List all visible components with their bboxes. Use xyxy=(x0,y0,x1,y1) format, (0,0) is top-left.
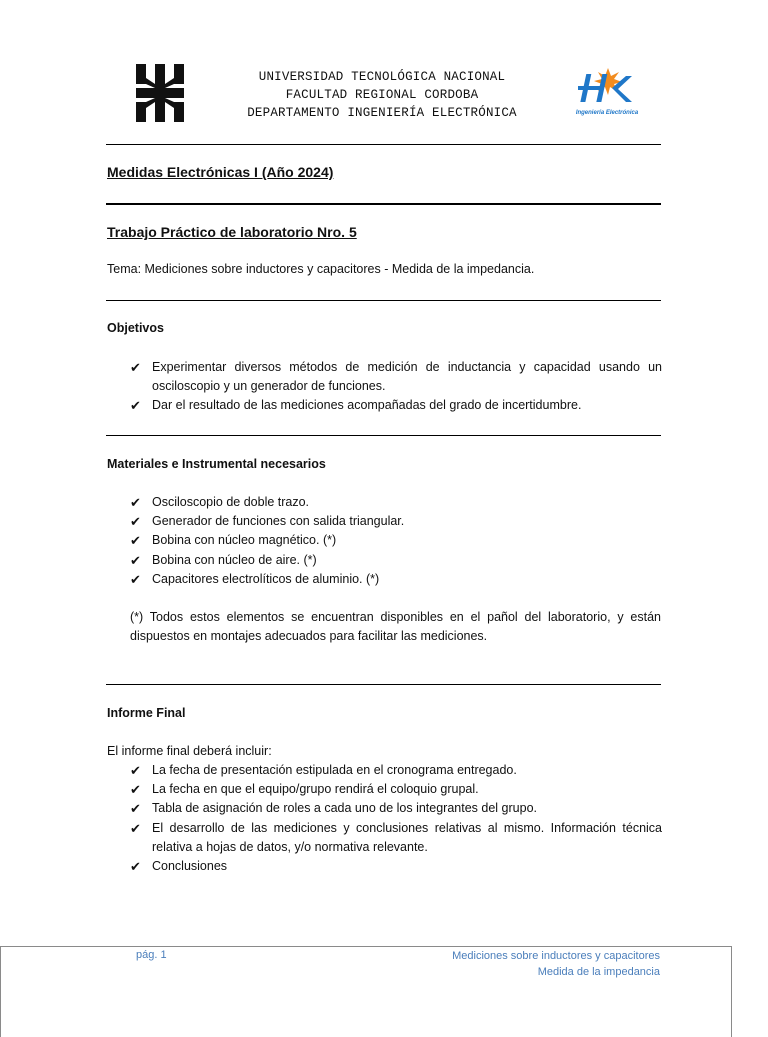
informe-intro: El informe final deberá incluir: xyxy=(107,744,272,758)
check-icon: ✔ xyxy=(130,495,141,510)
utn-logo-icon xyxy=(136,64,184,122)
informe-title: Informe Final xyxy=(107,706,186,720)
list-item: ✔ Generador de funciones con salida triangular. xyxy=(130,512,662,531)
ingenieria-electronica-logo-icon xyxy=(572,66,642,118)
check-icon: ✔ xyxy=(130,533,141,549)
faculty-name: FACULTAD REGIONAL CORDOBA xyxy=(285,88,479,102)
informe-list xyxy=(130,761,662,876)
footer-line-2: Medida de la impedancia xyxy=(537,966,660,978)
check-icon: ✔ xyxy=(130,859,141,875)
list-item: ✔ Capacitores electrolíticos de aluminio. (*) xyxy=(130,570,662,589)
objetivos-title: Objetivos xyxy=(107,321,164,335)
divider xyxy=(106,144,661,145)
university-header xyxy=(200,68,564,122)
university-name: UNIVERSIDAD TECNOLÓGICA NACIONAL xyxy=(258,70,506,84)
tp-title: Trabajo Práctico de laboratorio Nro. 5 xyxy=(107,224,357,240)
footer-line-1: Mediciones sobre inductores y capacitores xyxy=(452,950,660,962)
list-item: ✔ Conclusiones xyxy=(130,857,662,876)
materiales-title: Materiales e Instrumental necesarios xyxy=(107,457,326,471)
page-number: pág. 1 xyxy=(136,949,167,961)
divider xyxy=(106,300,661,301)
list-item: ✔ Tabla de asignación de roles a cada uno de los integrantes del grupo. xyxy=(130,799,662,818)
list-item: ✔ El desarrollo de las mediciones y conclusiones relativas al mismo. Información técnica relativa a hojas de datos, y/o normativa relevante. xyxy=(130,820,662,854)
check-icon: ✔ xyxy=(130,820,141,836)
list-item: ✔ La fecha de presentación estipulada en el cronograma entregado. xyxy=(130,761,662,780)
list-item: ✔ Experimentar diversos métodos de medición de inductancia y capacidad usando un osciloscopio y un generador de funciones. xyxy=(130,360,662,394)
check-icon: ✔ xyxy=(130,763,141,778)
materiales-note: (*) Todos estos elementos se encuentran disponibles en el pañol del laboratorio, y están dispuestos en montajes adecuados para facilitar las mediciones. xyxy=(130,610,661,644)
check-icon: ✔ xyxy=(130,360,141,375)
check-icon: ✔ xyxy=(130,552,141,568)
check-icon: ✔ xyxy=(130,514,141,530)
materiales-list xyxy=(130,493,662,589)
department-name: DEPARTAMENTO INGENIERÍA ELECTRÓNICA xyxy=(247,106,517,120)
list-item: ✔ Dar el resultado de las mediciones acompañadas del grado de incertidumbre. xyxy=(130,396,662,415)
divider xyxy=(106,684,661,685)
list-item: ✔ Bobina con núcleo de aire. (*) xyxy=(130,551,662,570)
footer-title xyxy=(452,948,660,980)
dept-logo-caption: Ingeniería Electrónica xyxy=(575,110,639,116)
objetivos-list xyxy=(130,358,662,416)
check-icon: ✔ xyxy=(130,398,141,414)
check-icon: ✔ xyxy=(130,801,141,817)
tema-line: Tema: Mediciones sobre inductores y capacitores - Medida de la impedancia. xyxy=(107,262,535,276)
check-icon: ✔ xyxy=(130,571,141,587)
divider xyxy=(106,203,661,205)
check-icon: ✔ xyxy=(130,782,141,798)
list-item: ✔ Osciloscopio de doble trazo. xyxy=(130,493,662,512)
list-item: ✔ La fecha en que el equipo/grupo rendirá el coloquio grupal. xyxy=(130,780,662,799)
course-title: Medidas Electrónicas I (Año 2024) xyxy=(107,164,334,180)
list-item: ✔ Bobina con núcleo magnético. (*) xyxy=(130,531,662,550)
divider xyxy=(106,435,661,436)
